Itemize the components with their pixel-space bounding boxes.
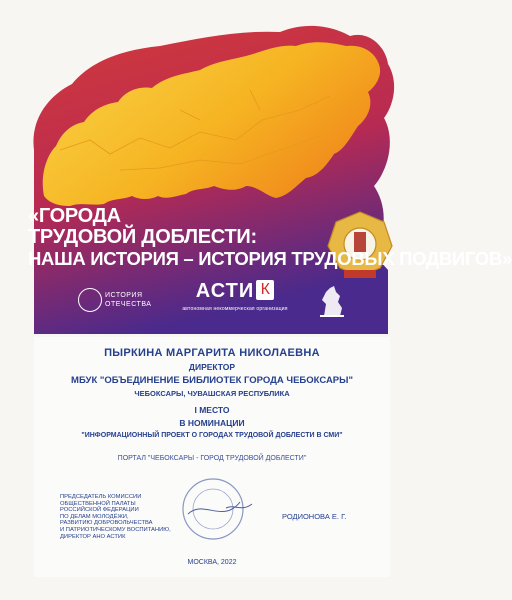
signer-title-line: РОССИЙСКОЙ ФЕДЕРАЦИИ	[60, 507, 139, 514]
headline	[28, 205, 512, 269]
signer-title	[60, 494, 180, 540]
history-of-fatherland-logo	[78, 284, 168, 318]
recipient-name: ПЫРКИНА МАРГАРИТА НИКОЛАЕВНА	[104, 347, 320, 359]
award-in-nomination: В НОМИНАЦИИ	[179, 418, 245, 428]
signer-title-line: ОБЩЕСТВЕННОЙ ПАЛАТЫ	[60, 500, 136, 507]
headline-line-2: ТРУДОВОЙ ДОБЛЕСТИ:	[28, 226, 257, 248]
astik-tagline: автономная некоммерческая организация	[182, 306, 288, 312]
signer-title-line: РАЗВИТИЮ ДОБРОВОЛЬЧЕСТВА	[60, 520, 153, 527]
astik-logo-k: К	[256, 280, 274, 300]
monument-icon	[312, 282, 352, 318]
recipient-location: ЧЕБОКСАРЫ, ЧУВАШСКАЯ РЕСПУБЛИКА	[134, 389, 290, 398]
portal-name: ПОРТАЛ "ЧЕБОКСАРЫ - ГОРОД ТРУДОВОЙ ДОБЛЕСТИ"	[117, 455, 307, 462]
astik-logo	[170, 280, 300, 320]
award-place: I МЕСТО	[194, 405, 230, 415]
history-logo-line-1: ИСТОРИЯ	[105, 292, 143, 299]
logos-row	[60, 280, 380, 322]
signer-title-line: ПРЕДСЕДАТЕЛЬ КОМИССИИ	[60, 494, 142, 500]
recipient-organization: МБУК "ОБЪЕДИНЕНИЕ БИБЛИОТЕК ГОРОДА ЧЕБОКСАРЫ"	[71, 375, 353, 386]
signer-name: РОДИОНОВА Е. Г.	[282, 512, 347, 521]
signer-title-line: ДИРЕКТОР АНО АСТИК	[60, 533, 126, 540]
headline-line-1: «ГОРОДА	[28, 205, 121, 227]
award-nomination-title: "ИНФОРМАЦИОННЫЙ ПРОЕКТ О ГОРОДАХ ТРУДОВОЙ ДОБЛЕСТИ В СМИ"	[81, 432, 343, 439]
eagle-emblem-icon	[78, 288, 102, 312]
signer-title-line: И ПАТРИОТИЧЕСКОМУ ВОСПИТАНИЮ,	[60, 526, 171, 533]
recipient-position: ДИРЕКТОР	[188, 362, 236, 372]
signer-title-line: ПО ДЕЛАМ МОЛОДЁЖИ,	[60, 513, 129, 520]
headline-line-3: НАША ИСТОРИЯ – ИСТОРИЯ ТРУДОВЫХ ПОДВИГОВ»	[28, 248, 512, 269]
footer-city-year: МОСКВА, 2022	[187, 559, 237, 566]
history-logo-line-2: ОТЕЧЕСТВА	[105, 301, 152, 308]
official-stamp	[168, 474, 258, 544]
astik-logo-word: АСТИ	[195, 280, 255, 302]
